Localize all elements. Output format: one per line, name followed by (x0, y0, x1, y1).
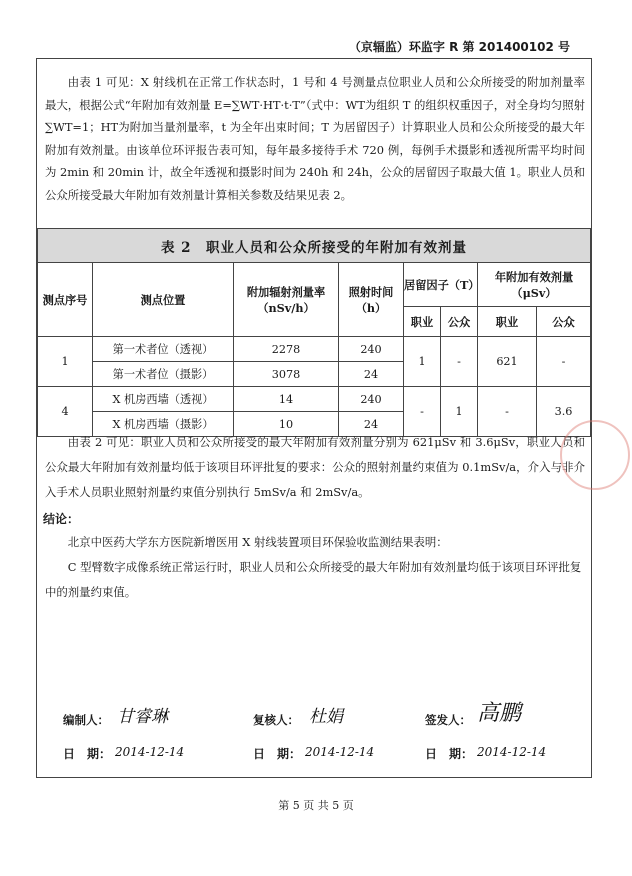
reviewed-by-label: 复核人： (253, 713, 299, 727)
location: X 机房西墙（摄影） (93, 412, 234, 437)
point-no: 4 (38, 387, 93, 437)
dose-rate: 10 (234, 412, 339, 437)
location: 第一术者位（摄影） (93, 362, 234, 387)
intro-paragraph: 由表 1 可见：X 射线机在正常工作状态时，1 号和 4 号测量点位职业人员和公众所接受的附加剂量率最大，根据公式“年附加有效剂量 E=∑WT·HT·t·T”（式中：WT为组织 T 的组织权重因子，对全身均匀照射∑WT=1；HT为附加当量剂量率，t 为全年出束时间；T 为居留因子）计算职业人员和公众所接受的最大年附加有效剂量。由该单位环评报告表可知，每年最多接待手术 720 例，每例手术摄影和透视所需平均时间为 2min 和 20min 计，故全年透视和摄影时间为 240h 和 24h，公众的居留因子取最大值 1。职业人员和公众所接受最大年附加有效剂量计算相关参数及结果见表 2。 (45, 75, 585, 202)
header-occupancy: 居留因子（T） (404, 263, 478, 307)
dose-table (37, 228, 591, 437)
page-number: 第 5 页 共 5 页 (278, 799, 354, 812)
result-text: 由表 2 可见：职业人员和公众所接受的最大年附加有效剂量分别为 621μSv 和 3.6μSv，职业人员和公众最大年附加有效剂量均低于该项目环评批复的要求：公众的照射剂量约束值为 0.1mSv/a，介入与非介入手术人员职业照射剂量约束值分别执行 5mSv/a 和 2mSv/a。 (45, 435, 585, 499)
header-time: 照射时间（h） (339, 263, 404, 337)
conclusion-line-2: C 型臂数字成像系统正常运行时，职业人员和公众所接受的最大年附加有效剂量均低于该项目环评批复中的剂量约束值。 (45, 560, 582, 599)
dose-rate: 2278 (234, 337, 339, 362)
exposure-time: 240 (339, 387, 404, 412)
header-dose-public: 公众 (537, 307, 591, 337)
location: X 机房西墙（透视） (93, 387, 234, 412)
date-label-prepared: 日 期： (63, 747, 112, 761)
conclusion-label: 结论： (43, 512, 80, 526)
header-occ-public: 公众 (441, 307, 478, 337)
seal-stamp (560, 420, 630, 490)
point-no: 1 (38, 337, 93, 387)
result-paragraph (45, 430, 585, 505)
dose-public: 3.6 (537, 387, 591, 437)
header-occ-occupational: 职业 (404, 307, 441, 337)
dose-rate: 14 (234, 387, 339, 412)
issued-by-label: 签发人： (425, 713, 471, 727)
dose-occupational: - (478, 387, 537, 437)
dose-occupational: 621 (478, 337, 537, 387)
report-frame (36, 58, 592, 778)
date-label-reviewed: 日 期： (253, 747, 302, 761)
prepared-by-label: 编制人： (63, 713, 109, 727)
table-row (38, 387, 591, 412)
location: 第一术者位（透视） (93, 337, 234, 362)
date-prepared: 2014-12-14 (115, 745, 185, 759)
date-reviewed: 2014-12-14 (305, 745, 375, 759)
date-label-issued: 日 期： (425, 747, 474, 761)
exposure-time: 24 (339, 412, 404, 437)
table-row (38, 337, 591, 362)
date-issued: 2014-12-14 (477, 745, 547, 759)
header-point-no: 测点序号 (38, 263, 93, 337)
header-dose-rate: 附加辐射剂量率（nSv/h） (234, 263, 339, 337)
table-caption: 表 2 职业人员和公众所接受的年附加有效剂量 (38, 229, 591, 263)
occupancy-public: - (441, 337, 478, 387)
exposure-time: 24 (339, 362, 404, 387)
header-location: 测点位置 (93, 263, 234, 337)
occupancy-occupational: 1 (404, 337, 441, 387)
conclusion-text (45, 530, 585, 605)
dose-public: - (537, 337, 591, 387)
prepared-by-signature: 甘睿琳 (117, 707, 168, 727)
header-dose-occupational: 职业 (478, 307, 537, 337)
occupancy-occupational: - (404, 387, 441, 437)
document-number: （京辐监）环监字 R 第 201400102 号 (348, 40, 570, 54)
occupancy-public: 1 (441, 387, 478, 437)
exposure-time: 240 (339, 337, 404, 362)
conclusion-line-1: 北京中医药大学东方医院新增医用 X 射线装置项目环保验收监测结果表明： (67, 535, 448, 549)
dose-rate: 3078 (234, 362, 339, 387)
header-annual-dose: 年附加有效剂量（μSv） (478, 263, 591, 307)
issued-by-signature: 高鹏 (477, 701, 522, 726)
reviewed-by-signature: 杜娟 (309, 707, 343, 727)
